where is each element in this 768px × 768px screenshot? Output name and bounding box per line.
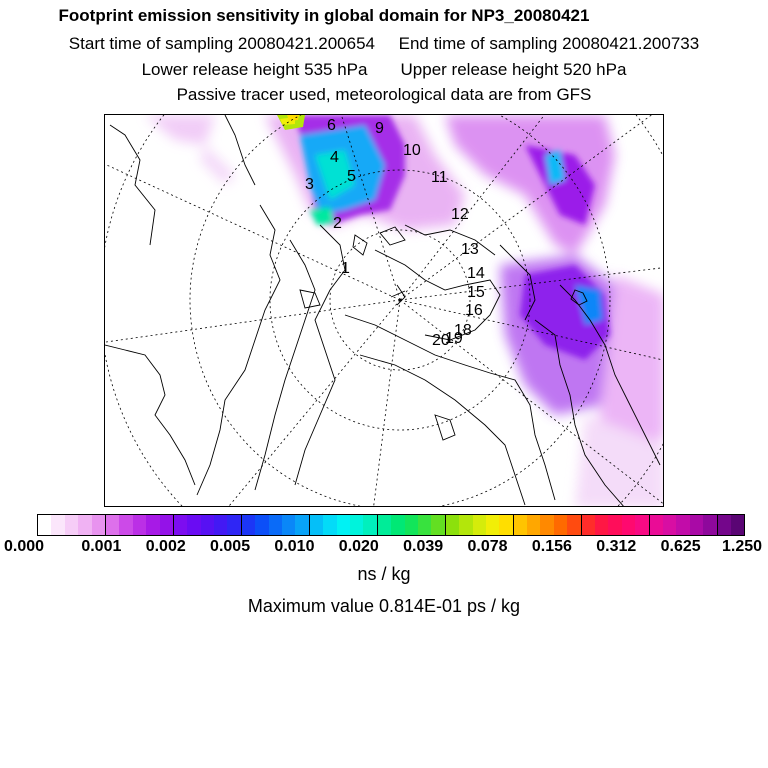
colorbar-cell	[160, 515, 174, 535]
sampling-times	[0, 34, 768, 54]
colorbar-cell	[473, 515, 486, 535]
colorbar-cell	[650, 515, 663, 535]
colorbar-cell	[391, 515, 404, 535]
colorbar-cell	[499, 515, 513, 535]
colorbar-cell	[174, 515, 187, 535]
colorbar-cell	[582, 515, 595, 535]
sensitivity-field	[145, 115, 664, 507]
colorbar-cell	[595, 515, 608, 535]
colorbar-cell	[527, 515, 540, 535]
colorbar-cell	[446, 515, 459, 535]
colorbar-cell	[92, 515, 106, 535]
colorbar-units: ns / kg	[357, 564, 411, 584]
tracer-note: Passive tracer used, meteorological data are from GFS	[176, 85, 592, 104]
colorbar-cell	[622, 515, 635, 535]
track-label-20: 20	[432, 332, 450, 349]
colorbar-cell	[201, 515, 214, 535]
colorbar-cell	[269, 515, 282, 535]
colorbar-cell	[635, 515, 649, 535]
track-label-11: 11	[431, 169, 448, 186]
track-label-18: 18	[454, 322, 472, 339]
colorbar-cell	[514, 515, 527, 535]
colorbar-cell	[405, 515, 418, 535]
track-label-9: 9	[375, 120, 384, 137]
colorbar-tick-label: 0.625	[660, 538, 701, 555]
colorbar-cell	[486, 515, 499, 535]
start-time: Start time of sampling 20080421.200654	[68, 34, 376, 53]
colorbar-cell	[731, 515, 744, 535]
colorbar-cell	[608, 515, 621, 535]
colorbar-tick-label: 0.002	[145, 538, 186, 555]
colorbar-cell	[227, 515, 241, 535]
colorbar-cell	[119, 515, 132, 535]
colorbar-cell	[38, 515, 51, 535]
colorbar-cell	[242, 515, 255, 535]
maximum-value: Maximum value 0.814E-01 ps / kg	[247, 596, 521, 616]
colorbar-cell	[676, 515, 689, 535]
colorbar-cell	[663, 515, 676, 535]
upper-release-height: Upper release height 520 hPa	[400, 60, 627, 79]
colorbar-tick-label: 0.010	[274, 538, 315, 555]
release-heights	[0, 60, 768, 80]
colorbar-cell	[214, 515, 227, 535]
colorbar-tick-label: 0.001	[81, 538, 122, 555]
colorbar-cell	[51, 515, 64, 535]
colorbar-cell	[255, 515, 268, 535]
map-title: Footprint emission sensitivity in global domain for NP3_20080421	[58, 6, 590, 25]
colorbar-cell	[378, 515, 391, 535]
colorbar-tick-label: 0.000	[3, 538, 45, 555]
colorbar-cell	[540, 515, 553, 535]
track-label-3: 3	[305, 176, 314, 193]
track-label-15: 15	[467, 284, 485, 301]
track-label-19: 19	[445, 330, 463, 347]
colorbar-cell	[146, 515, 159, 535]
colorbar-cell	[337, 515, 350, 535]
colorbar-cell	[431, 515, 445, 535]
colorbar-cell	[363, 515, 377, 535]
track-label-2: 2	[333, 215, 342, 232]
colorbar-cell	[187, 515, 200, 535]
colorbar-tick-label: 0.020	[338, 538, 379, 555]
track-label-13: 13	[461, 241, 479, 258]
colorbar-cell	[323, 515, 336, 535]
track-label-16: 16	[465, 302, 483, 319]
colorbar-tick-label: 0.039	[403, 538, 444, 555]
colorbar-cell	[350, 515, 363, 535]
track-label-4: 4	[330, 149, 339, 166]
colorbar-cell	[690, 515, 703, 535]
colorbar-cell	[133, 515, 146, 535]
colorbar-cell	[418, 515, 431, 535]
colorbar-cell	[78, 515, 91, 535]
track-label-6: 6	[327, 117, 336, 134]
colorbar-cell	[554, 515, 567, 535]
track-label-12: 12	[451, 206, 469, 223]
colorbar-tick-label: 0.156	[531, 538, 572, 555]
colorbar-cell	[703, 515, 717, 535]
colorbar-cell	[718, 515, 731, 535]
colorbar	[37, 514, 745, 536]
colorbar-cell	[106, 515, 119, 535]
colorbar-cell	[310, 515, 323, 535]
track-label-5: 5	[347, 168, 356, 185]
colorbar-cell	[567, 515, 581, 535]
end-time: End time of sampling 20080421.200733	[398, 34, 700, 53]
track-label-1: 1	[341, 260, 350, 277]
colorbar-cell	[282, 515, 295, 535]
colorbar-tick-label: 0.078	[467, 538, 508, 555]
colorbar-tick-label: 0.005	[210, 538, 251, 555]
colorbar-cell	[295, 515, 309, 535]
track-label-14: 14	[467, 265, 485, 282]
colorbar-cell	[459, 515, 472, 535]
polar-map	[105, 115, 664, 507]
colorbar-tick-label: 1.250	[721, 538, 763, 555]
track-label-10: 10	[403, 142, 421, 159]
lower-release-height: Lower release height 535 hPa	[141, 60, 368, 79]
map-panel	[104, 114, 664, 507]
colorbar-cell	[65, 515, 78, 535]
colorbar-tick-label: 0.312	[596, 538, 637, 555]
